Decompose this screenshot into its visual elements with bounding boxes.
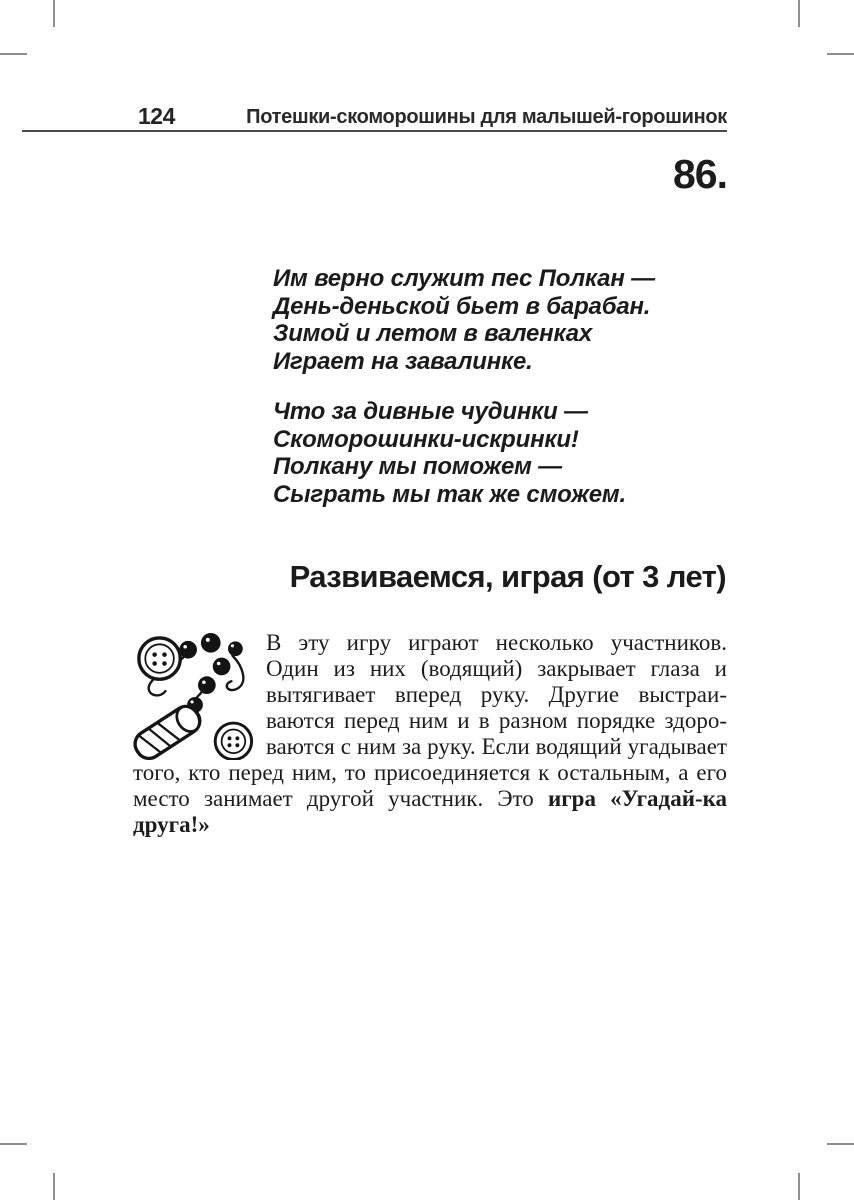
button-icon — [139, 638, 180, 679]
poem-stanza — [273, 398, 655, 508]
poem-line: Что за дивные чудинки — — [273, 398, 588, 425]
buttons-beads-illustration — [133, 632, 259, 760]
crop-mark — [798, 1173, 800, 1200]
paragraph-bold-phrase: игра «Угадай-ка друга!» — [133, 786, 728, 837]
crop-mark — [53, 1173, 55, 1200]
button-icon — [215, 723, 251, 759]
page-number: 124 — [138, 103, 175, 129]
activity-heading: Развиваемся, играя (от 3 лет) — [289, 559, 726, 594]
poem-line: Сыграть мы так же сможем. — [273, 480, 626, 508]
poem-line: День-деньской бьет в барабан. — [273, 292, 651, 320]
poem-line: Полкану мы поможем — — [273, 453, 562, 480]
poem-line: Им верно служит пес Полкан — — [273, 265, 655, 292]
crop-mark — [798, 0, 800, 27]
poem-line: Скоморошинки-искринки! — [273, 425, 579, 453]
paragraph-text: В эту игру играют несколько участников. Один из них (водящий) закрывает глаза и вытягивает вперед руку. Другие выстраиваются перед ним и в разном порядке здороваются с ним за руку. Если водящий угадывает того, кто перед ним, то присоединяется к остальным, а его место занимает другой участник. Это — [133, 630, 727, 811]
running-title: Потешки-скоморошины для малышей-горошинок — [246, 106, 727, 128]
crop-mark — [0, 53, 27, 55]
section-number: 86. — [673, 151, 727, 197]
poem-line: Играет на завалинке. — [273, 347, 533, 375]
crop-mark — [0, 1143, 27, 1145]
poem-line: Зимой и летом в валенках — [273, 320, 593, 347]
spool-icon — [133, 702, 205, 760]
crop-mark — [827, 1143, 854, 1145]
header-rule — [22, 130, 727, 132]
poem-stanza — [273, 265, 655, 375]
activity-paragraph — [133, 630, 727, 838]
poem — [273, 265, 655, 508]
crop-mark — [53, 0, 55, 27]
crop-mark — [827, 53, 854, 55]
